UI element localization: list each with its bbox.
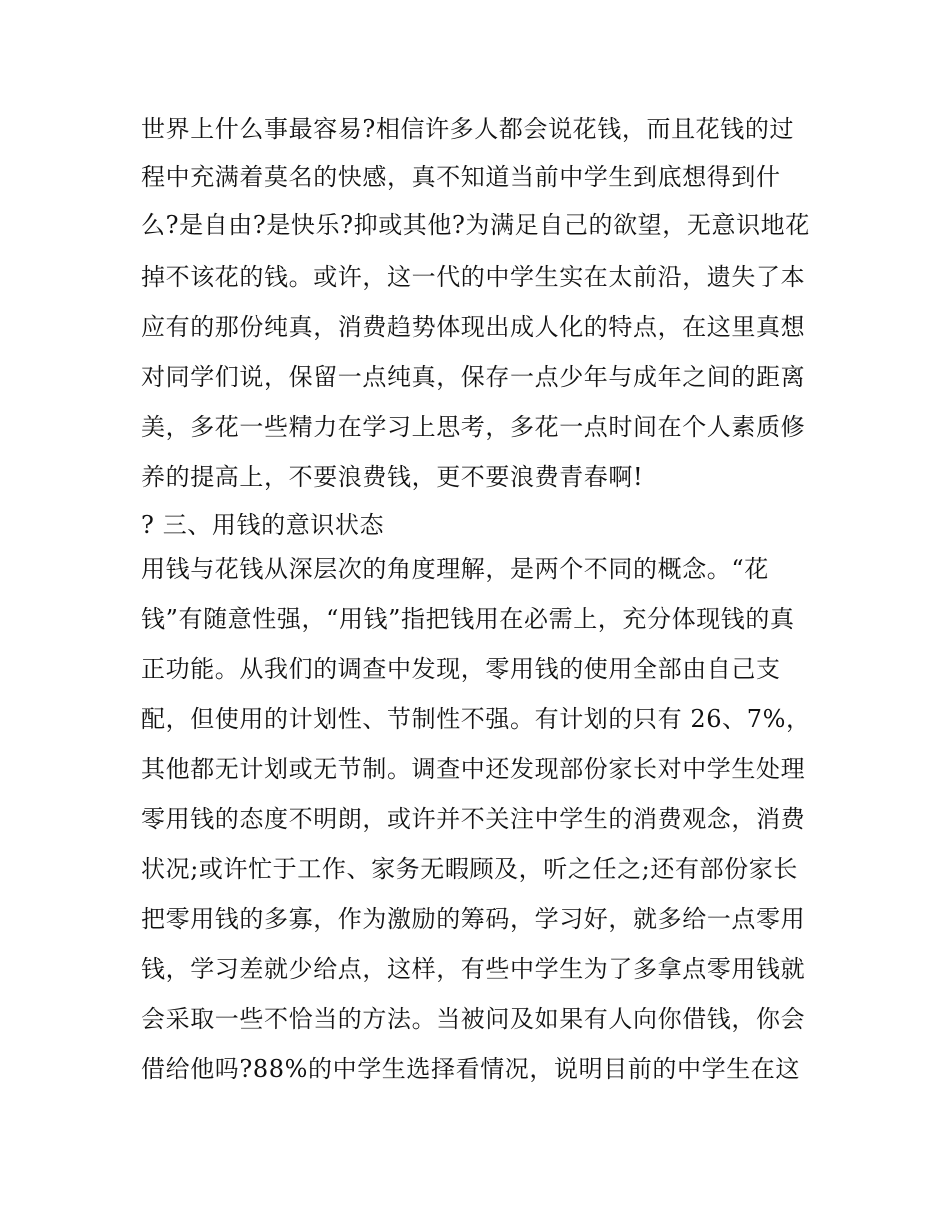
text-line: 零用钱的态度不明朗，或许并不关注中学生的消费观念，消费 <box>141 805 806 833</box>
text-line: 状况;或许忙于工作、家务无暇顾及，听之任之;还有部份家长 <box>141 855 798 883</box>
text-line: 正功能。从我们的调查中发现，零用钱的使用全部由自己支 <box>141 655 781 683</box>
text-line: 配，但使用的计划性、节制性不强。有计划的只有 26、7%， <box>141 705 811 733</box>
text-line: 美，多花一些精力在学习上思考，多花一点时间在个人素质修 <box>141 413 806 441</box>
text-line: 应有的那份纯真，消费趋势体现出成人化的特点，在这里真想 <box>141 313 806 341</box>
text-line: 掉不该花的钱。或许，这一代的中学生实在太前沿，遗失了本 <box>141 263 806 291</box>
text-line: 么?是自由?是快乐?抑或其他?为满足自己的欲望，无意识地花 <box>141 211 810 239</box>
text-line: 钱，学习差就少给点，这样，有些中学生为了多拿点零用钱就 <box>141 955 806 983</box>
text-line: 养的提高上，不要浪费钱，更不要浪费青春啊! <box>141 463 644 491</box>
text-line: 对同学们说，保留一点纯真，保存一点少年与成年之间的距离 <box>141 363 806 391</box>
section-heading: ? 三、用钱的意识状态 <box>141 511 385 539</box>
text-line: 世界上什么事最容易?相信许多人都会说花钱，而且花钱的过 <box>141 115 795 143</box>
text-line: 会采取一些不恰当的方法。当被问及如果有人向你借钱，你会 <box>141 1005 806 1033</box>
text-line: 钱”有随意性强，“用钱”指把钱用在必需上，充分体现钱的真 <box>141 605 795 633</box>
text-line: 程中充满着莫名的快感，真不知道当前中学生到底想得到什 <box>141 163 781 191</box>
text-line: 把零用钱的多寡，作为激励的筹码，学习好，就多给一点零用 <box>141 905 806 933</box>
text-line: 用钱与花钱从深层次的角度理解，是两个不同的概念。“花 <box>141 555 769 583</box>
text-line: 其他都无计划或无节制。调查中还发现部份家长对中学生处理 <box>141 755 806 783</box>
text-line: 借给他吗?88%的中学生选择看情况，说明目前的中学生在这 <box>141 1055 801 1083</box>
